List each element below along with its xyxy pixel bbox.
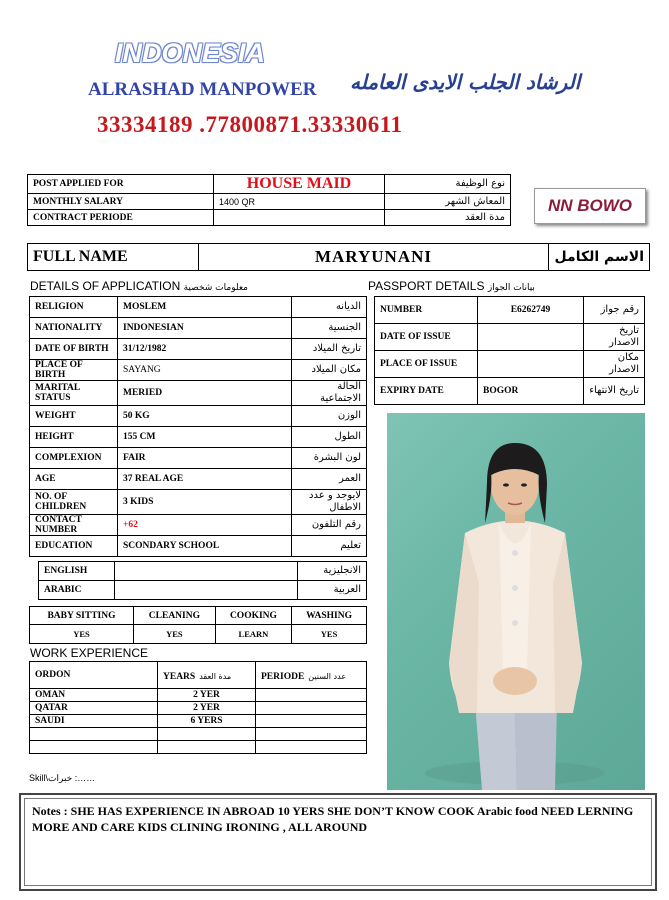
work-row-country: OMAN	[30, 689, 158, 702]
details-row	[30, 318, 367, 339]
skill-header: BABY SITTING	[30, 607, 134, 625]
work-col-periode	[256, 662, 367, 689]
work-row-country	[30, 728, 158, 741]
details-row-label: COMPLEXION	[30, 448, 118, 469]
details-row	[30, 427, 367, 448]
details-row-arabic: الجنسية	[292, 318, 367, 339]
passport-heading-arabic: بيانات الجواز	[487, 283, 535, 293]
details-heading-text: DETAILS OF APPLICATION	[30, 279, 181, 293]
work-row-periode	[256, 715, 367, 728]
details-row-label: NO. OF CHILDREN	[30, 490, 118, 515]
full-name-value: MARYUNANI	[199, 244, 549, 271]
work-row	[30, 741, 367, 754]
notes-box	[19, 793, 657, 891]
work-row-periode	[256, 728, 367, 741]
passport-row-arabic: تاريخ الاصدار	[584, 324, 645, 351]
contract-label-arabic: مدة العقد	[385, 210, 511, 226]
work-col-ordon: ORDON	[30, 662, 158, 689]
passport-table	[374, 296, 645, 405]
work-row	[30, 689, 367, 702]
skill-header: CLEANING	[133, 607, 215, 625]
details-row-arabic: لايوجد و عدد الاطفال	[292, 490, 367, 515]
language-value	[115, 581, 298, 600]
details-row-arabic: تاريخ الميلاد	[292, 339, 367, 360]
details-heading	[30, 279, 248, 293]
work-row	[30, 715, 367, 728]
applicant-photo-drawing	[387, 413, 645, 790]
languages-table	[38, 561, 367, 600]
details-row-value: INDONESIAN	[118, 318, 292, 339]
full-name-label-arabic: الاسم الكامل	[549, 244, 650, 271]
details-row-arabic: الطول	[292, 427, 367, 448]
language-row	[39, 562, 367, 581]
passport-heading	[368, 279, 535, 293]
details-row-arabic: الوزن	[292, 406, 367, 427]
details-row-label: CONTACT NUMBER	[30, 515, 118, 536]
language-label: ARABIC	[39, 581, 115, 600]
details-row-arabic: لون البشرة	[292, 448, 367, 469]
work-col-years	[158, 662, 256, 689]
details-row	[30, 360, 367, 381]
post-table	[27, 174, 511, 226]
agent-stamp: NN BOWO	[534, 188, 646, 224]
details-row-arabic: الديانه	[292, 297, 367, 318]
details-row-label: DATE OF BIRTH	[30, 339, 118, 360]
passport-row	[375, 324, 645, 351]
work-row-country: QATAR	[30, 702, 158, 715]
work-row-years	[158, 728, 256, 741]
details-row-value: 37 REAL AGE	[118, 469, 292, 490]
salary-label: MONTHLY SALARY	[28, 194, 214, 210]
salary-value: 1400 QR	[214, 194, 385, 210]
passport-row-value: BOGOR	[478, 378, 584, 405]
skill-header: WASHING	[292, 607, 367, 625]
details-row	[30, 448, 367, 469]
details-row-arabic: العمر	[292, 469, 367, 490]
passport-row-value: E6262749	[478, 297, 584, 324]
work-table	[29, 661, 367, 754]
details-row-arabic: رقم التلفون	[292, 515, 367, 536]
work-row-country: SAUDI	[30, 715, 158, 728]
details-row	[30, 339, 367, 360]
passport-row-arabic: تاريخ الانتهاء	[584, 378, 645, 405]
full-name-label: FULL NAME	[28, 244, 199, 271]
agency-name: ALRASHAD MANPOWER	[88, 79, 317, 100]
country-title: INDONESIA	[115, 38, 266, 68]
work-row-periode	[256, 741, 367, 754]
phone-numbers: 33334189 .77800871.33330611	[97, 112, 403, 137]
details-row	[30, 536, 367, 557]
work-col-years-label: YEARS	[163, 672, 196, 682]
details-row	[30, 406, 367, 427]
work-row-periode	[256, 689, 367, 702]
details-row-value: MOSLEM	[118, 297, 292, 318]
notes-text: Notes : SHE HAS EXPERIENCE IN ABROAD 10 YERS SHE DON’T KNOW COOK Arabic food NEED LERNING MORE AND CARE KIDS CLINING IRONING , ALL AROUND	[32, 804, 634, 834]
skill-header: COOKING	[215, 607, 291, 625]
work-row-years: 2 YER	[158, 702, 256, 715]
details-row	[30, 515, 367, 536]
passport-row	[375, 297, 645, 324]
details-row-value: 3 KIDS	[118, 490, 292, 515]
details-row-arabic: مكان الميلاد	[292, 360, 367, 381]
passport-heading-text: PASSPORT DETAILS	[368, 279, 485, 293]
details-row-label: WEIGHT	[30, 406, 118, 427]
work-col-periode-label: PERIODE	[261, 672, 305, 682]
passport-row-value	[478, 351, 584, 378]
details-row-label: AGE	[30, 469, 118, 490]
work-row-years: 2 YER	[158, 689, 256, 702]
details-row-value: 50 KG	[118, 406, 292, 427]
details-row-value: 31/12/1982	[118, 339, 292, 360]
details-row-value: +62	[118, 515, 292, 536]
passport-row-label: EXPIRY DATE	[375, 378, 478, 405]
passport-row-arabic: مكان الاصدار	[584, 351, 645, 378]
passport-row-value	[478, 324, 584, 351]
language-arabic: العربية	[298, 581, 367, 600]
language-label: ENGLISH	[39, 562, 115, 581]
agency-name-arabic: الرشاد الجلب الايدى العامله	[350, 70, 581, 94]
skills-table	[29, 606, 367, 644]
skill-value: YES	[133, 625, 215, 644]
details-row-label: HEIGHT	[30, 427, 118, 448]
details-row-value: SCONDARY SCHOOL	[118, 536, 292, 557]
passport-row	[375, 351, 645, 378]
details-row-value: SAYANG	[118, 360, 292, 381]
post-label-arabic: نوع الوظيفة	[385, 175, 511, 194]
language-arabic: الانجليزية	[298, 562, 367, 581]
details-row-label: MARITAL STATUS	[30, 381, 118, 406]
details-row	[30, 490, 367, 515]
passport-row	[375, 378, 645, 405]
details-row-label: EDUCATION	[30, 536, 118, 557]
details-row-value: FAIR	[118, 448, 292, 469]
details-row-arabic: تعليم	[292, 536, 367, 557]
details-row	[30, 381, 367, 406]
skill-line: Skill\خبرات :……	[29, 773, 96, 783]
work-row	[30, 728, 367, 741]
passport-row-label: DATE OF ISSUE	[375, 324, 478, 351]
details-table	[29, 296, 367, 557]
work-row-periode	[256, 702, 367, 715]
salary-label-arabic: المعاش الشهر	[385, 194, 511, 210]
work-col-years-arabic: مدة العقد	[199, 672, 232, 681]
details-row-label: PLACE OF BIRTH	[30, 360, 118, 381]
details-row-value: MERIED	[118, 381, 292, 406]
work-row-years	[158, 741, 256, 754]
work-heading: WORK EXPERIENCE	[30, 646, 149, 660]
contract-value	[214, 210, 385, 226]
work-row	[30, 702, 367, 715]
post-value: HOUSE MAID	[214, 175, 385, 194]
skill-value: LEARN	[215, 625, 291, 644]
passport-row-label: PLACE OF ISSUE	[375, 351, 478, 378]
details-row	[30, 297, 367, 318]
full-name-table	[27, 243, 650, 271]
work-row-years: 6 YERS	[158, 715, 256, 728]
language-row	[39, 581, 367, 600]
passport-row-label: NUMBER	[375, 297, 478, 324]
language-value	[115, 562, 298, 581]
details-row-label: RELIGION	[30, 297, 118, 318]
details-row-label: NATIONALITY	[30, 318, 118, 339]
post-label: POST APPLIED FOR	[28, 175, 214, 194]
applicant-photo	[387, 413, 645, 790]
work-col-periode-arabic: عدد السنين	[308, 672, 347, 681]
skill-value: YES	[30, 625, 134, 644]
skill-value: YES	[292, 625, 367, 644]
contract-label: CONTRACT PERIODE	[28, 210, 214, 226]
details-row	[30, 469, 367, 490]
details-row-value: 155 CM	[118, 427, 292, 448]
details-heading-arabic: معلومات شخصية	[183, 283, 248, 293]
work-row-country	[30, 741, 158, 754]
details-row-arabic: الحالة الاجتماعية	[292, 381, 367, 406]
passport-row-arabic: رقم جواز	[584, 297, 645, 324]
